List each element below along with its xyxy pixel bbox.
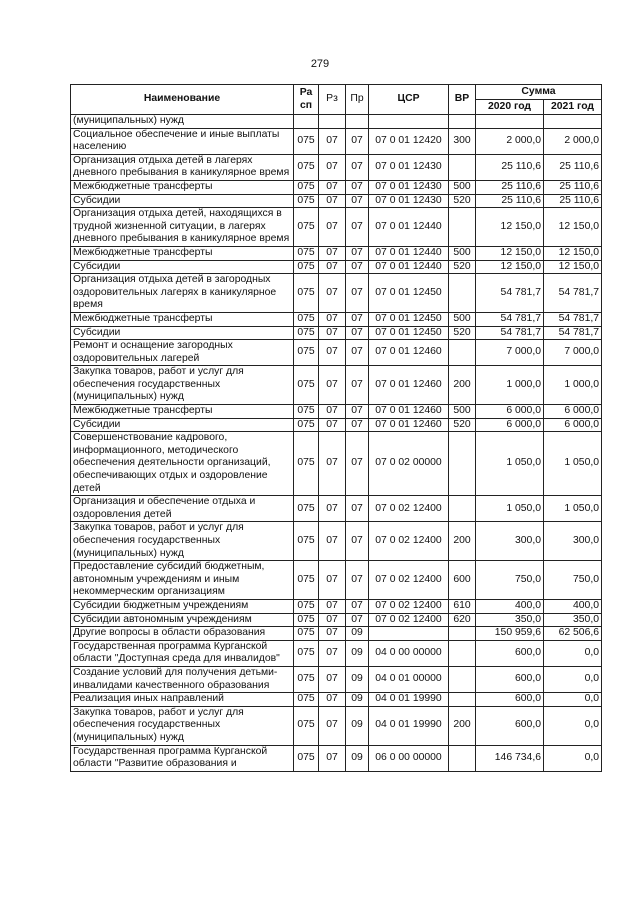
cell-2020: 25 110,6 [476,194,544,208]
table-row [71,522,602,561]
cell-pr: 07 [346,405,369,419]
cell-vr: 520 [449,260,476,274]
cell-pr: 07 [346,208,369,247]
cell-rasp: 075 [294,613,319,627]
cell-2021: 750,0 [544,561,602,600]
cell-rz: 07 [319,706,346,745]
table-row [71,745,602,771]
cell-pr: 07 [346,366,369,405]
cell-csr: 07 0 02 12400 [369,496,449,522]
cell-rasp: 075 [294,418,319,432]
cell-csr: 07 0 01 12460 [369,366,449,405]
table-row [71,405,602,419]
cell-name: Закупка товаров, работ и услуг для обеспечения государственных (муниципальных) нужд [71,522,294,561]
cell-csr: 04 0 01 19990 [369,693,449,707]
cell-pr: 07 [346,496,369,522]
cell-csr: 07 0 01 12430 [369,194,449,208]
header-pr: Пр [346,85,369,115]
cell-2021: 300,0 [544,522,602,561]
cell-rz: 07 [319,180,346,194]
cell-2021: 1 050,0 [544,432,602,496]
cell-2021: 6 000,0 [544,405,602,419]
cell-rasp: 075 [294,599,319,613]
cell-vr: 610 [449,599,476,613]
cell-vr [449,693,476,707]
cell-csr [369,115,449,129]
table-row [71,180,602,194]
cell-rz: 07 [319,666,346,692]
cell-name: Ремонт и оснащение загородных оздоровительных лагерей [71,340,294,366]
cell-2020: 150 959,6 [476,627,544,641]
cell-csr: 07 0 02 12400 [369,522,449,561]
cell-2020: 54 781,7 [476,274,544,313]
cell-2021: 12 150,0 [544,208,602,247]
cell-name: Организация отдыха детей, находящихся в трудной жизненной ситуации, в лагерях дневного пребывания в каникулярное время [71,208,294,247]
cell-vr: 200 [449,366,476,405]
cell-name: Организация и обеспечение отдыха и оздоровления детей [71,496,294,522]
cell-name: Организация отдыха детей в лагерях дневного пребывания в каникулярное время [71,154,294,180]
cell-pr: 07 [346,260,369,274]
table-row [71,194,602,208]
cell-rz: 07 [319,366,346,405]
table-row [71,627,602,641]
cell-vr [449,640,476,666]
cell-2020: 1 050,0 [476,432,544,496]
cell-2021: 12 150,0 [544,260,602,274]
cell-pr: 07 [346,180,369,194]
cell-rz: 07 [319,522,346,561]
cell-vr [449,274,476,313]
cell-csr: 06 0 00 00000 [369,745,449,771]
cell-2020: 1 050,0 [476,496,544,522]
cell-vr: 500 [449,405,476,419]
cell-rz: 07 [319,405,346,419]
cell-name: Межбюджетные трансферты [71,180,294,194]
cell-pr: 07 [346,340,369,366]
cell-rasp: 075 [294,340,319,366]
cell-rasp: 075 [294,180,319,194]
cell-pr: 07 [346,522,369,561]
table-row [71,128,602,154]
cell-name: Реализация иных направлений [71,693,294,707]
cell-2020: 600,0 [476,706,544,745]
cell-2020: 750,0 [476,561,544,600]
page-number: 279 [310,58,330,70]
header-vr: ВР [449,85,476,115]
header-rasp: Ра сп [294,85,319,115]
header-rz: Рз [319,85,346,115]
cell-rasp: 075 [294,745,319,771]
cell-rasp: 075 [294,154,319,180]
table-row [71,312,602,326]
cell-2020: 7 000,0 [476,340,544,366]
cell-rz: 07 [319,340,346,366]
cell-pr: 07 [346,561,369,600]
cell-rz: 07 [319,128,346,154]
cell-name: Субсидии [71,260,294,274]
cell-vr: 520 [449,418,476,432]
cell-pr: 07 [346,154,369,180]
cell-rz: 07 [319,613,346,627]
cell-name: Субсидии бюджетным учреждениям [71,599,294,613]
cell-rz: 07 [319,745,346,771]
cell-2021: 62 506,6 [544,627,602,641]
cell-vr: 600 [449,561,476,600]
cell-2020: 6 000,0 [476,418,544,432]
table-row [71,115,602,129]
cell-pr: 07 [346,599,369,613]
cell-pr: 09 [346,666,369,692]
cell-2021: 54 781,7 [544,326,602,340]
cell-vr: 620 [449,613,476,627]
header-name: Наименование [71,85,294,115]
cell-2020: 146 734,6 [476,745,544,771]
table-row [71,274,602,313]
cell-rz: 07 [319,154,346,180]
cell-vr [449,745,476,771]
cell-rasp: 075 [294,312,319,326]
table-row [71,260,602,274]
cell-rz: 07 [319,326,346,340]
cell-name: Государственная программа Курганской области "Развитие образования и [71,745,294,771]
cell-rz: 07 [319,194,346,208]
cell-csr: 07 0 01 12450 [369,326,449,340]
table-row [71,706,602,745]
cell-vr: 520 [449,326,476,340]
cell-csr: 07 0 01 12420 [369,128,449,154]
cell-vr: 200 [449,706,476,745]
cell-2021: 0,0 [544,745,602,771]
cell-name: Закупка товаров, работ и услуг для обеспечения государственных (муниципальных) нужд [71,366,294,405]
cell-pr: 07 [346,418,369,432]
cell-2021: 400,0 [544,599,602,613]
cell-pr: 07 [346,274,369,313]
cell-2020: 600,0 [476,640,544,666]
header-2020: 2020 год [476,100,544,115]
cell-csr: 04 0 00 00000 [369,640,449,666]
table-row [71,640,602,666]
cell-csr: 07 0 01 12450 [369,274,449,313]
cell-rasp: 075 [294,706,319,745]
cell-rasp: 075 [294,128,319,154]
cell-vr: 520 [449,194,476,208]
cell-2021: 0,0 [544,693,602,707]
budget-table [70,84,602,772]
header-csr: ЦСР [369,85,449,115]
cell-rasp: 075 [294,326,319,340]
cell-rasp: 075 [294,640,319,666]
table-row [71,432,602,496]
cell-2021: 350,0 [544,613,602,627]
cell-2021: 54 781,7 [544,312,602,326]
cell-vr: 500 [449,180,476,194]
cell-2020: 12 150,0 [476,260,544,274]
cell-pr [346,115,369,129]
cell-csr: 07 0 01 12460 [369,405,449,419]
cell-pr: 09 [346,706,369,745]
cell-2020: 600,0 [476,693,544,707]
cell-rz: 07 [319,246,346,260]
cell-name: Субсидии автономным учреждениям [71,613,294,627]
cell-csr: 07 0 01 12430 [369,154,449,180]
cell-name: Организация отдыха детей в загородных оздоровительных лагерях в каникулярное время [71,274,294,313]
cell-name: Межбюджетные трансферты [71,405,294,419]
cell-2020: 12 150,0 [476,246,544,260]
cell-name: Создание условий для получения детьми-инвалидами качественного образования [71,666,294,692]
cell-csr [369,627,449,641]
cell-pr: 07 [346,432,369,496]
cell-rz: 07 [319,418,346,432]
cell-rasp: 075 [294,627,319,641]
cell-rasp: 075 [294,432,319,496]
cell-rz: 07 [319,208,346,247]
cell-2021: 7 000,0 [544,340,602,366]
cell-2020: 1 000,0 [476,366,544,405]
table-row [71,418,602,432]
cell-rasp [294,115,319,129]
table-header [71,85,602,115]
cell-rz: 07 [319,561,346,600]
table-row [71,154,602,180]
cell-2020: 400,0 [476,599,544,613]
header-sum: Сумма [476,85,602,100]
cell-pr: 07 [346,613,369,627]
cell-pr: 07 [346,246,369,260]
cell-rasp: 075 [294,366,319,405]
cell-rasp: 075 [294,561,319,600]
cell-2020: 350,0 [476,613,544,627]
cell-rz: 07 [319,432,346,496]
cell-vr [449,666,476,692]
cell-vr [449,154,476,180]
cell-vr [449,432,476,496]
cell-name: Предоставление субсидий бюджетным, автономным учреждениям и иным некоммерческим организациям [71,561,294,600]
cell-vr [449,340,476,366]
cell-name: Межбюджетные трансферты [71,312,294,326]
cell-csr: 07 0 01 12460 [369,340,449,366]
cell-csr: 04 0 01 19990 [369,706,449,745]
cell-vr: 500 [449,312,476,326]
cell-csr: 07 0 02 12400 [369,613,449,627]
cell-2021: 0,0 [544,666,602,692]
cell-csr: 04 0 01 00000 [369,666,449,692]
cell-csr: 07 0 01 12450 [369,312,449,326]
cell-2020: 600,0 [476,666,544,692]
cell-rz: 07 [319,640,346,666]
cell-name: Субсидии [71,418,294,432]
cell-rasp: 075 [294,522,319,561]
cell-2020 [476,115,544,129]
cell-csr: 07 0 01 12440 [369,260,449,274]
cell-rz [319,115,346,129]
cell-rz: 07 [319,312,346,326]
cell-pr: 09 [346,627,369,641]
cell-pr: 07 [346,326,369,340]
cell-name: Совершенствование кадрового, информационного, методического обеспечения деятельности организаций, обеспечивающих отдых и оздоровление детей [71,432,294,496]
cell-2021: 6 000,0 [544,418,602,432]
cell-vr: 300 [449,128,476,154]
cell-rz: 07 [319,599,346,613]
cell-2020: 25 110,6 [476,154,544,180]
cell-rasp: 075 [294,405,319,419]
table-row [71,666,602,692]
cell-name: Социальное обеспечение и иные выплаты населению [71,128,294,154]
cell-2020: 2 000,0 [476,128,544,154]
header-2021: 2021 год [544,100,602,115]
cell-rasp: 075 [294,194,319,208]
cell-vr [449,115,476,129]
cell-vr: 200 [449,522,476,561]
cell-2021: 25 110,6 [544,194,602,208]
cell-2020: 300,0 [476,522,544,561]
cell-pr: 07 [346,194,369,208]
cell-2021: 54 781,7 [544,274,602,313]
cell-vr [449,496,476,522]
cell-2020: 6 000,0 [476,405,544,419]
cell-2021 [544,115,602,129]
cell-rz: 07 [319,627,346,641]
cell-2020: 54 781,7 [476,326,544,340]
cell-csr: 07 0 02 00000 [369,432,449,496]
cell-csr: 07 0 01 12460 [369,418,449,432]
table-row [71,693,602,707]
cell-name: Субсидии [71,326,294,340]
table-row [71,326,602,340]
cell-rasp: 075 [294,693,319,707]
cell-pr: 07 [346,312,369,326]
table-row [71,496,602,522]
cell-rz: 07 [319,496,346,522]
cell-rz: 07 [319,693,346,707]
cell-csr: 07 0 02 12400 [369,599,449,613]
cell-2021: 0,0 [544,706,602,745]
cell-rz: 07 [319,274,346,313]
cell-rasp: 075 [294,260,319,274]
cell-2021: 0,0 [544,640,602,666]
table-row [71,599,602,613]
cell-2021: 25 110,6 [544,154,602,180]
cell-pr: 07 [346,128,369,154]
cell-csr: 07 0 01 12440 [369,246,449,260]
cell-pr: 09 [346,693,369,707]
table-row [71,340,602,366]
cell-rasp: 075 [294,274,319,313]
cell-name: (муниципальных) нужд [71,115,294,129]
cell-pr: 09 [346,745,369,771]
cell-rz: 07 [319,260,346,274]
cell-name: Субсидии [71,194,294,208]
table-row [71,613,602,627]
cell-2021: 12 150,0 [544,246,602,260]
cell-2020: 54 781,7 [476,312,544,326]
cell-rasp: 075 [294,208,319,247]
cell-vr: 500 [449,246,476,260]
cell-name: Межбюджетные трансферты [71,246,294,260]
cell-csr: 07 0 02 12400 [369,561,449,600]
table-row [71,208,602,247]
table-row [71,246,602,260]
cell-2021: 25 110,6 [544,180,602,194]
cell-2021: 1 000,0 [544,366,602,405]
cell-name: Другие вопросы в области образования [71,627,294,641]
cell-2020: 25 110,6 [476,180,544,194]
cell-2021: 2 000,0 [544,128,602,154]
cell-vr [449,627,476,641]
cell-pr: 09 [346,640,369,666]
cell-2021: 1 050,0 [544,496,602,522]
cell-2020: 12 150,0 [476,208,544,247]
cell-name: Закупка товаров, работ и услуг для обеспечения государственных (муниципальных) нужд [71,706,294,745]
cell-rasp: 075 [294,246,319,260]
cell-rasp: 075 [294,666,319,692]
cell-name: Государственная программа Курганской области "Доступная среда для инвалидов" [71,640,294,666]
table-body [71,115,602,772]
cell-csr: 07 0 01 12430 [369,180,449,194]
cell-csr: 07 0 01 12440 [369,208,449,247]
cell-vr [449,208,476,247]
table-row [71,366,602,405]
cell-rasp: 075 [294,496,319,522]
table-row [71,561,602,600]
